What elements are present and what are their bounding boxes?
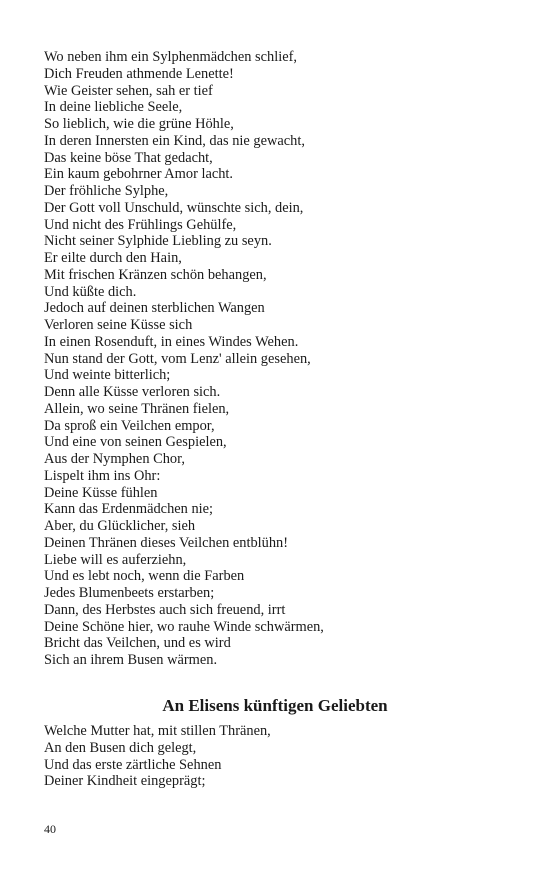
verse-line: Und nicht des Frühlings Gehülfe, xyxy=(44,216,237,233)
verse-line: Verloren seine Küsse sich xyxy=(44,317,193,333)
verse-line: Und es lebt noch, wenn die Farben xyxy=(44,568,245,585)
verse-line: Aus der Nymphen Chor, xyxy=(44,451,185,467)
verse-line: Dich Freuden athmende Lenette! xyxy=(44,65,234,82)
verse-line: Deine Küsse fühlen xyxy=(44,484,158,501)
poem-opening-stanza xyxy=(44,723,514,790)
verse-line: Das keine böse That gedacht, xyxy=(44,149,213,166)
verse-line: Sich an ihrem Busen wärmen. xyxy=(44,652,218,668)
verse-line: Wie Geister sehen, sah er tief xyxy=(44,82,213,99)
verse-line: Deiner Kindheit eingeprägt; xyxy=(44,773,206,790)
verse-line: Deinen Thränen dieses Veilchen entblühn! xyxy=(44,534,289,551)
verse-line: Mit frischen Kränzen schön behangen, xyxy=(44,266,267,283)
verse-line: Jedoch auf deinen sterblichen Wangen xyxy=(44,300,265,317)
poem-continuation xyxy=(44,49,514,669)
verse-line: Ein kaum gebohrner Amor lacht. xyxy=(44,166,234,183)
verse-line: Allein, wo seine Thränen fielen, xyxy=(44,400,230,417)
verse-line: Deine Schöne hier, wo rauhe Winde schwärmen, xyxy=(44,618,324,635)
verse-line: Nicht seiner Sylphide Liebling zu seyn. xyxy=(44,233,272,250)
verse-line: Jedes Blumenbeets erstarben; xyxy=(44,585,215,601)
page-number: 40 xyxy=(44,822,56,836)
verse-line: Aber, du Glücklicher, sieh xyxy=(44,518,196,534)
verse-line: Denn alle Küsse verloren sich. xyxy=(44,384,221,400)
verse-line: In deine liebliche Seele, xyxy=(44,99,183,116)
verse-line: Er eilte durch den Hain, xyxy=(44,250,182,266)
verse-line: So lieblich, wie die grüne Höhle, xyxy=(44,116,234,132)
verse-line: An den Busen dich gelegt, xyxy=(44,739,197,756)
verse-line: Wo neben ihm ein Sylphenmädchen schlief, xyxy=(44,49,298,65)
verse-line: Und eine von seinen Gespielen, xyxy=(44,434,227,451)
poem-title: An Elisens künftigen Geliebten xyxy=(162,696,388,715)
verse-line: Und küßte dich. xyxy=(44,283,137,300)
verse-line: In deren Innersten ein Kind, das nie gewacht, xyxy=(44,132,305,149)
verse-line: Kann das Erdenmädchen nie; xyxy=(44,501,214,518)
verse-line: Nun stand der Gott, vom Lenz' allein gesehen, xyxy=(44,350,311,367)
verse-line: Welche Mutter hat, mit stillen Thränen, xyxy=(44,723,271,739)
verse-line: Der fröhliche Sylphe, xyxy=(44,183,169,199)
verse-line: Liebe will es auferziehn, xyxy=(44,551,187,568)
verse-line: Lispelt ihm ins Ohr: xyxy=(44,467,161,484)
verse-line: Der Gott voll Unschuld, wünschte sich, dein, xyxy=(44,199,304,216)
verse-line: Bricht das Veilchen, und es wird xyxy=(44,635,231,652)
verse-line: Und weinte bitterlich; xyxy=(44,367,171,384)
verse-line: Und das erste zärtliche Sehnen xyxy=(44,756,222,773)
verse-line: Dann, des Herbstes auch sich freuend, irrt xyxy=(44,601,286,618)
verse-line: Da sproß ein Veilchen empor, xyxy=(44,417,215,434)
verse-line: In einen Rosenduft, in eines Windes Wehen. xyxy=(44,333,299,350)
